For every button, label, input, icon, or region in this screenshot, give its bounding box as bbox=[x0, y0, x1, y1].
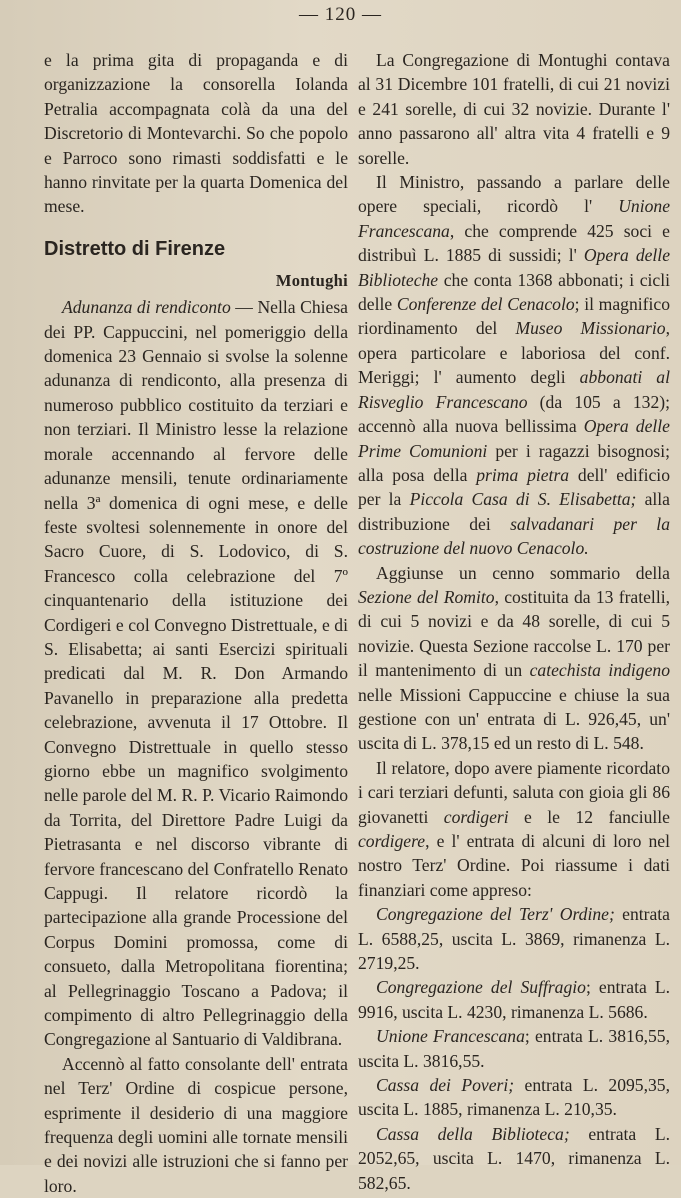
text-run: dell' edificio per la bbox=[358, 464, 670, 510]
paragraph-rendiconto bbox=[44, 295, 348, 1052]
paragraph-rendiconto-text: — Nella Chiesa dei PP. Cappuccini, nel pomeriggio della domenica 23 Gennaio si svolse la solenne adunanza di rendiconto, alla presenza di numeroso pubblico costituito da terziari e non terziari. Il Ministro lesse la relazione morale accennando al fervore delle adunanze mensili, tenute ordinariamente nella 3ª domenica di ogni mese, e delle feste svoltesi solennemente in onore del Sacro Cuore, di S. Lodovico, di S. Francesco colla celebrazione del 7º cinquantenario della istituzione dei Cordigeri e col Convegno Distrettuale, e di S. Elisabetta; ai santi Esercizi spirituali predicati dal M. R. Don Armando Pavanello in preparazione alla predetta celebrazione, avvenuta il 17 Ottobre. Il Convegno Distrettuale in quello stesso giorno ebbe un magnifico svolgimento nelle parole del M. R. P. Vicario Raimondo da Torrita, del Direttore Padre Luigi da Pietrasanta e nel discorso vibrante di fervore francescano del Confratello Renato Cappugi. Il relatore ricordò la partecipazione alla grande Processione del Corpus Domini promossa, come di consueto, dalla Metropolitana fiorentina; al Pellegrinaggio Toscano a Padova; il compimento di altro Pellegrinaggio della Congregazione al Santuario di Valdibrana. bbox=[44, 297, 348, 1050]
italic-run: cordigeri bbox=[443, 806, 509, 827]
text-run: e le 12 fanciulle bbox=[508, 806, 670, 827]
italic-run: Cassa dei Poveri; bbox=[376, 1075, 515, 1096]
text-run: nelle Missioni Cappuccine e chiuse la sua gestione con un' entrata di L. 926,45, un' uscita di L. 378,15 ed un resto di L. 548. bbox=[358, 684, 670, 754]
italic-run: prima pietra bbox=[476, 464, 570, 485]
italic-run: cordigere bbox=[358, 831, 426, 851]
italic-run: Cassa della Biblioteca; bbox=[376, 1123, 570, 1144]
finance-terz-ordine bbox=[358, 902, 670, 975]
italic-run: Piccola Casa di S. Elisabetta; bbox=[409, 489, 637, 510]
italic-run: Museo Missionario bbox=[515, 318, 666, 339]
finance-suffragio bbox=[358, 975, 670, 1024]
italic-run: Conferenze del Cenacolo bbox=[396, 294, 575, 315]
paragraph-romito bbox=[358, 561, 670, 756]
text-run: , che comprende 425 soci e distribuì L. 1885 di sussidi; l' bbox=[358, 220, 670, 266]
italic-run: Congregazione del Terz' Ordine; bbox=[376, 904, 615, 925]
finance-unione bbox=[358, 1024, 670, 1073]
text-run: entrata L. 6588,25, uscita L. 3869, rimanenza L. 2719,25. bbox=[358, 904, 670, 974]
text-run: Il relatore, dopo avere piamente ricordato i cari terziari defunti, saluta con gioia gli 86 giovanetti bbox=[358, 757, 670, 827]
text-run: Il Ministro, passando a parlare delle opere speciali, ricordò l' bbox=[358, 172, 670, 217]
italic-run: Unione Francescana bbox=[358, 196, 670, 241]
text-run: entrata L. 2095,35, uscita L. 1885, rimanenza L. 210,35. bbox=[358, 1075, 670, 1120]
text-run: entrata L. 2052,65, uscita L. 1470, rimanenza L. 582,65. bbox=[358, 1123, 670, 1193]
text-run: Aggiunse un cenno sommario della bbox=[376, 562, 670, 583]
italic-run: catechista indigeno bbox=[529, 660, 670, 681]
text-run: che conta 1368 abbonati; i cicli delle bbox=[358, 269, 670, 315]
right-column bbox=[358, 48, 670, 1195]
text-run: , costituita da 13 fratelli, di cui 5 novizi e da 48 sorelle, di cui 5 novizie. Questa Sezione raccolse L. 170 per il mantenimento di un bbox=[358, 586, 670, 681]
text-run: ; entrata L. 9916, uscita L. 4230, rimanenza L. 5686. bbox=[358, 977, 670, 1022]
paragraph-congregazione: La Congregazione di Montughi contava al 31 Dicembre 101 fratelli, di cui 21 novizi e 241 sorelle, di cui 32 novizie. Durante l' anno passarono all' altra vita 4 fratelli e 9 sorelle. bbox=[358, 50, 670, 168]
section-title: Distretto di Firenze bbox=[44, 237, 226, 260]
italic-run: Sezione del Romito bbox=[358, 586, 495, 607]
text-run: alla distribuzione dei bbox=[358, 489, 670, 534]
finance-biblioteca bbox=[358, 1122, 670, 1195]
page-number: — 120 — bbox=[299, 4, 382, 25]
text-run: ; il magnifico riordinamento del bbox=[358, 294, 670, 339]
italic-run: abbonati al Risveglio Francescano bbox=[358, 367, 670, 412]
intro-paragraph: e la prima gita di propaganda e di organizzazione la consorella Iolanda Petralia accompagnata colà da una del Discretorio di Montevarchi. So che popolo e Parroco sono rimasti soddisfatti e le hanno rinvitate per la quarta Domenica del mese. bbox=[44, 50, 348, 217]
paragraph-ministro bbox=[358, 170, 670, 561]
italic-run: Opera delle Biblioteche bbox=[358, 245, 671, 290]
text-run: (da 105 a 132); accennò alla nuova bellissima bbox=[358, 391, 670, 437]
text-run: ; entrata L. 3816,55, uscita L. 3816,55. bbox=[358, 1026, 671, 1071]
left-column bbox=[44, 48, 348, 1198]
subheading-montughi: Montughi bbox=[275, 270, 348, 290]
paragraph-relatore bbox=[358, 756, 670, 902]
finance-poveri bbox=[358, 1073, 670, 1122]
text-run: , opera particolare e laboriosa del conf. Meriggi; l' aumento degli bbox=[358, 318, 670, 388]
paragraph-accenno: Accennò al fatto consolante dell' entrata nel Terz' Ordine di cospicue persone, esprimente il desiderio di una maggiore frequenza degli uomini alle tornate mensili e dei novizi alle istruzioni che si fanno per loro. bbox=[44, 1053, 348, 1196]
paragraph-rendiconto-title: Adunanza di rendiconto bbox=[62, 297, 231, 318]
italic-run: Congregazione del Suffragio bbox=[376, 977, 586, 998]
text-run: per i ragazzi bisognosi; alla posa della bbox=[358, 440, 670, 485]
italic-run: Unione Francescana bbox=[376, 1026, 525, 1047]
italic-run: Opera delle Prime Comunioni bbox=[358, 416, 670, 461]
italic-run: salvadanari per la costruzione del nuovo Cenacolo. bbox=[358, 513, 670, 559]
text-run: , e l' entrata di alcuni di loro nel nostro Terz' Ordine. Poi riassume i dati finanziari come appreso: bbox=[358, 831, 670, 900]
